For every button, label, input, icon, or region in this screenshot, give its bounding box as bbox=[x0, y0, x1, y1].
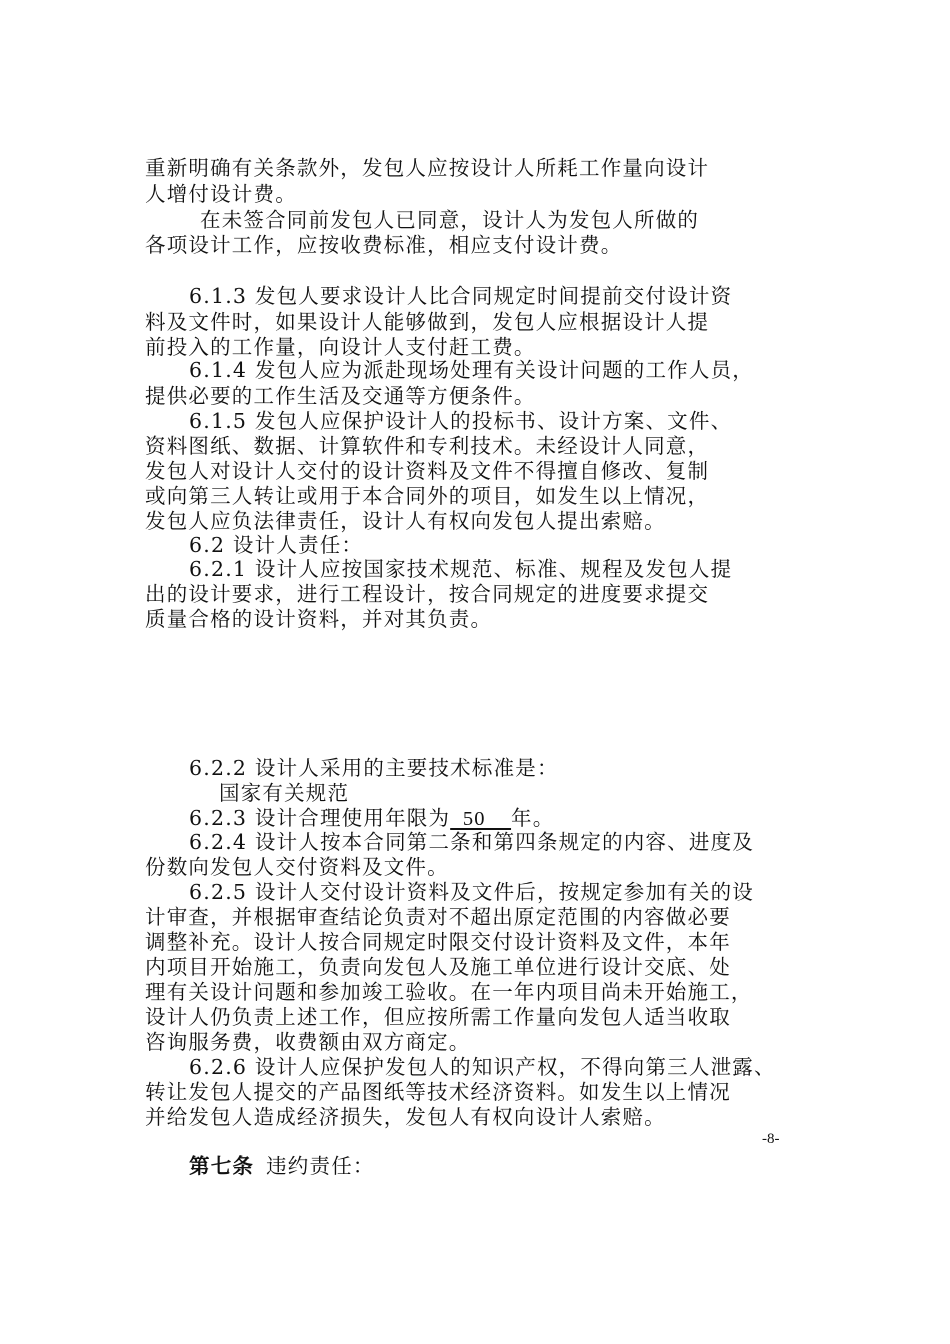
text-line: 发包人应负法律责任，设计人有权向发包人提出索赔。 bbox=[145, 509, 666, 533]
text-line: 料及文件时，如果设计人能够做到，发包人应根据设计人提 bbox=[145, 310, 710, 334]
text-line: 提供必要的工作生活及交通等方便条件。 bbox=[145, 384, 536, 408]
text-line: 设计人仍负责上述工作，但应按所需工作量向发包人适当收取 bbox=[145, 1005, 731, 1029]
text-line: 并给发包人造成经济损失，发包人有权向设计人索赔。 bbox=[145, 1105, 666, 1129]
article-7-title: 违约责任： bbox=[266, 1154, 375, 1178]
text-line: 理有关设计问题和参加竣工验收。在一年内项目尚未开始施工， bbox=[145, 980, 753, 1004]
service-life-value: 50 bbox=[450, 808, 512, 830]
text-line: 重新明确有关条款外，发包人应按设计人所耗工作量向设计 bbox=[145, 156, 710, 180]
clause-6-1-5: 6.1.5 发包人应保护设计人的投标书、设计方案、文件、 bbox=[189, 409, 733, 433]
clause-6-2-4: 6.2.4 设计人按本合同第二条和第四条规定的内容、进度及 bbox=[189, 830, 754, 854]
clause-6-2-2: 6.2.2 设计人采用的主要技术标准是： bbox=[189, 756, 559, 780]
article-7-heading bbox=[189, 1153, 375, 1179]
text-line: 质量合格的设计资料，并对其负责。 bbox=[145, 607, 493, 631]
clause-6-2-1: 6.2.1 设计人应按国家技术规范、标准、规程及发包人提 bbox=[189, 557, 733, 581]
clause-6-2-5: 6.2.5 设计人交付设计资料及文件后，按规定参加有关的设 bbox=[189, 880, 754, 904]
text-line: 发包人对设计人交付的设计资料及文件不得擅自修改、复制 bbox=[145, 459, 710, 483]
text-line: 计审查，并根据审查结论负责对不超出原定范围的内容做必要 bbox=[145, 905, 731, 929]
page-number: -8- bbox=[762, 1131, 780, 1147]
text-line: 份数向发包人交付资料及文件。 bbox=[145, 855, 449, 879]
clause-6-2-3 bbox=[189, 805, 554, 832]
clause-6-1-3: 6.1.3 发包人要求设计人比合同规定时间提前交付设计资 bbox=[189, 284, 733, 308]
text-line: 转让发包人提交的产品图纸等技术经济资料。如发生以上情况 bbox=[145, 1080, 731, 1104]
text-line: 前投入的工作量，向设计人支付赶工费。 bbox=[145, 335, 536, 359]
text-line: 咨询服务费，收费额由双方商定。 bbox=[145, 1030, 471, 1054]
article-7-number: 第七条 bbox=[189, 1154, 255, 1178]
text-line: 出的设计要求，进行工程设计，按合同规定的进度要求提交 bbox=[145, 582, 710, 606]
clause-6-2-3-prefix: 6.2.3 设计合理使用年限为 bbox=[189, 806, 451, 830]
text-line: 或向第三人转让或用于本合同外的项目，如发生以上情况， bbox=[145, 484, 710, 508]
text-line: 各项设计工作，应按收费标准，相应支付设计费。 bbox=[145, 233, 623, 257]
text-line: 资料图纸、数据、计算软件和专利技术。未经设计人同意， bbox=[145, 434, 710, 458]
clause-6-2-3-suffix: 年。 bbox=[511, 806, 555, 830]
text-line: 调整补充。设计人按合同规定时限交付设计资料及文件，本年 bbox=[145, 930, 731, 954]
text-line: 内项目开始施工，负责向发包人及施工单位进行设计交底、处 bbox=[145, 955, 731, 979]
clause-6-1-4: 6.1.4 发包人应为派赴现场处理有关设计问题的工作人员， bbox=[189, 358, 754, 382]
text-line: 在未签合同前发包人已同意，设计人为发包人所做的 bbox=[200, 208, 700, 232]
standard-value: 国家有关规范 bbox=[219, 781, 350, 805]
clause-6-2-6: 6.2.6 设计人应保护发包人的知识产权，不得向第三人泄露、 bbox=[189, 1055, 776, 1079]
text-line: 人增付设计费。 bbox=[145, 182, 297, 206]
clause-6-2: 6.2 设计人责任： bbox=[189, 533, 364, 557]
